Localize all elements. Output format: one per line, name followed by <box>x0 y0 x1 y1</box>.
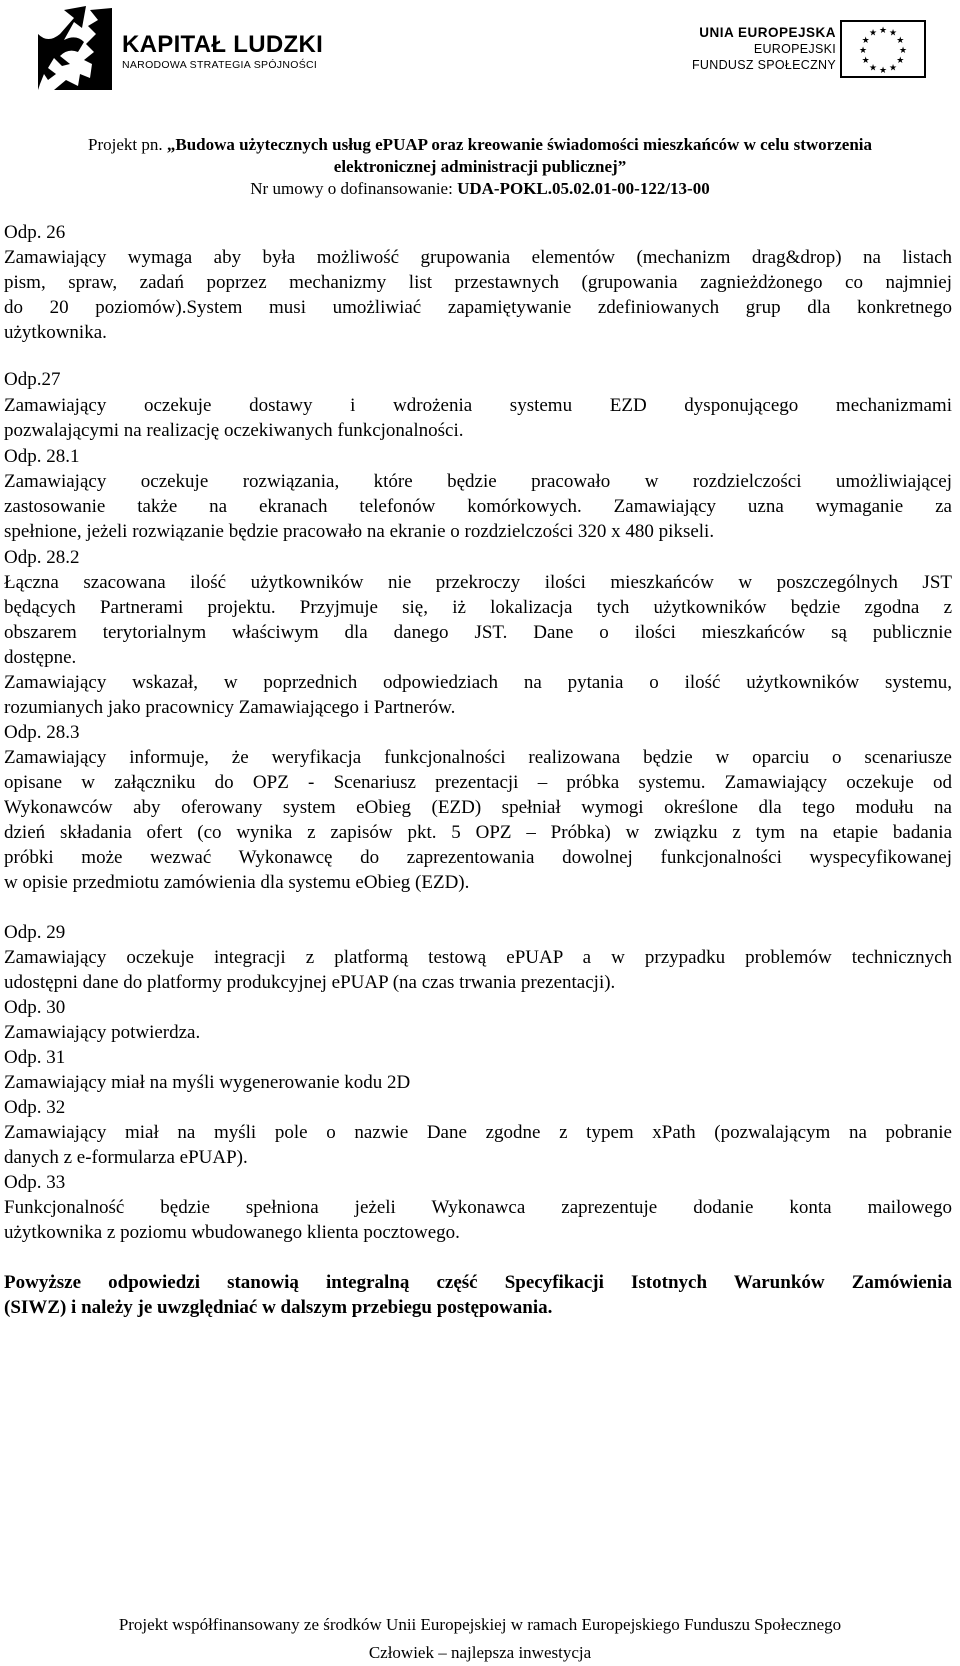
answer-heading: Odp. 28.1 <box>4 446 80 467</box>
answer-heading: Odp. 33 <box>4 1172 66 1193</box>
svg-text:★: ★ <box>898 46 908 56</box>
answer-heading: Odp. 28.2 <box>4 547 80 568</box>
answer-heading: Odp. 31 <box>4 1047 66 1068</box>
paragraph-line: będących Partnerami projektu. Przyjmuje się, iż lokalizacja tych użytkowników będzie zgodna z <box>4 597 952 618</box>
paragraph-line: udostępni dane do platformy produkcyjnej ePUAP (na czas trwania prezentacji). <box>4 972 616 993</box>
paragraph-line: dostępne. <box>4 647 77 668</box>
paragraph-line: Zamawiający oczekuje dostawy i wdrożenia systemu EZD dysponującego mechanizmami <box>4 395 952 416</box>
eu-line-1: EUROPEJSKI <box>753 42 836 56</box>
paragraph-line: użytkownika z poziomu wbudowanego klienta pocztowego. <box>4 1222 460 1243</box>
answer-heading: Odp. 28.3 <box>4 722 80 743</box>
svg-text:★: ★ <box>878 26 888 36</box>
answer-heading: Odp. 32 <box>4 1097 66 1118</box>
contract-number: UDA-POKL.05.02.01-00-122/13-00 <box>457 179 710 198</box>
contract-label: Nr umowy o dofinansowanie: <box>250 179 458 198</box>
svg-text:★: ★ <box>896 56 905 66</box>
paragraph-line: Wykonawców aby oferowany system eObieg (EZD) spełniał wymogi określone dla tego modułu na <box>4 797 952 818</box>
answer-heading: Odp. 26 <box>4 222 66 243</box>
paragraph-line: Funkcjonalność będzie spełniona jeżeli Wykonawca zaprezentuje dodanie konta mailowego <box>4 1197 952 1218</box>
project-prefix: Projekt pn. <box>88 135 167 154</box>
svg-text:★: ★ <box>861 56 870 66</box>
paragraph-line: Zamawiający miał na myśli wygenerowanie kodu 2D <box>4 1072 411 1093</box>
paragraph-line: pozwalającymi na realizację oczekiwanych funkcjonalności. <box>4 420 464 441</box>
svg-text:★: ★ <box>896 36 905 46</box>
paragraph-line: Zamawiający miał na myśli pole o nazwie Dane zgodne z typem xPath (pozwalającym na pobranie <box>4 1122 952 1143</box>
paragraph-line: Zamawiający oczekuje integracji z platformą testową ePUAP a w przypadku problemów technicznych <box>4 947 952 968</box>
paragraph-line: spełnione, jeżeli rozwiązanie będzie pracowało na ekranie o rozdzielczości 320 x 480 pikseli. <box>4 521 715 542</box>
paragraph-line: obszarem terytorialnym właściwym dla danego JST. Dane o ilości mieszkańców są publicznie <box>4 622 952 643</box>
paragraph-line: w opisie przedmiotu zamówienia dla systemu eObieg (EZD). <box>4 872 470 893</box>
paragraph-line: pism, spraw, zadań poprzez mechanizmy list przestawnych (grupowania zagnieżdżonego co najmniej <box>4 272 952 293</box>
paragraph-line: danych z e-formularza ePUAP). <box>4 1147 248 1168</box>
footer-slogan: Człowiek – najlepsza inwestycja <box>368 1643 592 1662</box>
paragraph-line: Zamawiający informuje, że weryfikacja funkcjonalności realizowana będzie w oparciu o scenariusze <box>4 747 952 768</box>
eu-line-2: FUNDUSZ SPOŁECZNY <box>691 58 836 72</box>
closing-statement-line: Powyższe odpowiedzi stanowią integralną część Specyfikacji Istotnych Warunków Zamówienia <box>4 1272 952 1293</box>
footer-cofinancing: Projekt współfinansowany ze środków Unii Europejskiej w ramach Europejskiego Funduszu Społecznego <box>118 1615 842 1634</box>
svg-text:★: ★ <box>878 66 888 76</box>
eu-flag-icon <box>840 20 926 78</box>
kapital-ludzki-icon <box>34 4 116 94</box>
paragraph-line: Zamawiający potwierdza. <box>4 1022 201 1043</box>
answer-heading: Odp. 29 <box>4 922 66 943</box>
svg-text:★: ★ <box>868 63 878 74</box>
paragraph-line: Łączna szacowana ilość użytkowników nie przekroczy ilości mieszkańców w poszczególnych JST <box>4 572 952 593</box>
svg-text:★: ★ <box>868 28 878 39</box>
svg-text:★: ★ <box>888 63 898 74</box>
closing-statement-line: (SIWZ) i należy je uwzględniać w dalszym przebiegu postępowania. <box>4 1297 553 1318</box>
paragraph-line: Zamawiający wskazał, w poprzednich odpowiedziach na pytania o ilość użytkowników systemu, <box>4 672 952 693</box>
eu-logo <box>686 20 930 84</box>
answer-heading: Odp.27 <box>4 369 61 390</box>
paragraph-line: Zamawiający wymaga aby była możliwość grupowania elementów (mechanizm drag&drop) na listach <box>4 247 952 268</box>
answer-heading: Odp. 30 <box>4 997 66 1018</box>
paragraph-line: Zamawiający oczekuje rozwiązania, które będzie pracowało w rozdzielczości umożliwiającej <box>4 471 952 492</box>
contract-number-line <box>0 178 960 200</box>
paragraph-line: zastosowanie także na ekranach telefonów komórkowych. Zamawiający uzna wymaganie za <box>4 496 952 517</box>
paragraph-line: do 20 poziomów).System musi umożliwiać zapamiętywanie zdefiniowanych grup dla konkretnego <box>4 297 952 318</box>
svg-text:★: ★ <box>888 28 898 39</box>
paragraph-line: dzień składania ofert (co wynika z zapisów pkt. 5 OPZ – Próbka) w związku z tym na etapie badania <box>4 822 952 843</box>
svg-text:★: ★ <box>858 46 868 56</box>
paragraph-line: opisane w załączniku do OPZ - Scenariusz prezentacji – próbka systemu. Zamawiający oczekuje od <box>4 772 952 793</box>
eu-title: UNIA EUROPEJSKA <box>699 25 836 40</box>
project-title-line-2: elektronicznej administracji publicznej” <box>333 157 627 176</box>
kapital-ludzki-logo <box>34 4 334 94</box>
paragraph-line: użytkownika. <box>4 322 107 343</box>
logo-subtitle: NARODOWA STRATEGIA SPÓJNOŚCI <box>122 59 318 71</box>
project-title-line-1 <box>0 134 960 156</box>
paragraph-line: próbki może wezwać Wykonawcę do zaprezentowania dowolnej funkcjonalności wyspecyfikowanej <box>4 847 952 868</box>
project-title: „Budowa użytecznych usług ePUAP oraz kreowanie świadomości mieszkańców w celu stworzenia <box>166 135 872 154</box>
paragraph-line: rozumianych jako pracownicy Zamawiającego i Partnerów. <box>4 697 456 718</box>
svg-text:★: ★ <box>861 36 870 46</box>
logo-title: KAPITAŁ LUDZKI <box>122 31 324 58</box>
